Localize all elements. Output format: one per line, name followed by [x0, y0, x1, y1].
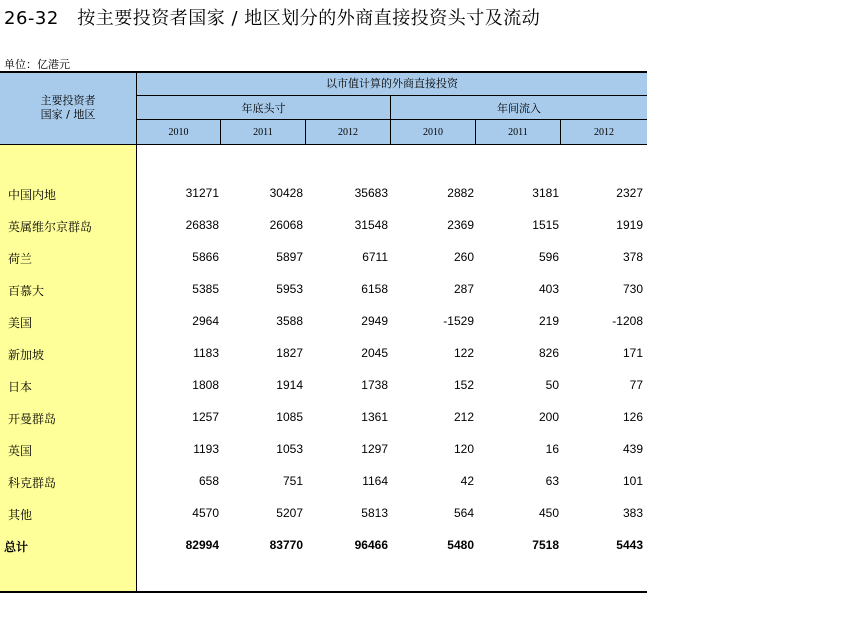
cell: 2949: [361, 314, 388, 328]
cell: 1515: [532, 218, 559, 232]
total-row: [0, 535, 647, 555]
cell: 3588: [276, 314, 303, 328]
row-header-label-2: 国家 / 地区: [40, 107, 96, 121]
cell: 16: [545, 442, 559, 456]
year-header: 2011: [221, 120, 305, 144]
cell: 171: [622, 346, 643, 360]
cell: 2045: [361, 346, 388, 360]
cell: 5207: [276, 506, 303, 520]
cell: 1808: [192, 378, 219, 392]
cell: 6711: [362, 250, 388, 264]
total-cell: 7518: [532, 538, 559, 552]
main-column-header: 以市值计算的外商直接投资: [137, 71, 647, 95]
cell: 751: [282, 474, 303, 488]
table-row: [0, 183, 647, 203]
year-header: 2012: [306, 120, 390, 144]
header-bottom-rule: [0, 144, 647, 145]
cell: 564: [453, 506, 474, 520]
cell: 63: [545, 474, 559, 488]
column-divider: [220, 120, 221, 144]
group-header-flow: 年间流入: [391, 96, 647, 119]
page-title: 26-32 按主要投资者国家 / 地区划分的外商直接投资头寸及流动: [4, 8, 541, 29]
year-header: 2011: [476, 120, 560, 144]
cell: 120: [453, 442, 474, 456]
cell: 2964: [192, 314, 219, 328]
cell: 35683: [354, 186, 388, 200]
cell: 1183: [193, 346, 219, 360]
cell: 596: [538, 250, 559, 264]
cell: 378: [622, 250, 643, 264]
cell: 1257: [192, 410, 219, 424]
cell: 5813: [361, 506, 388, 520]
cell: 1053: [276, 442, 303, 456]
fdi-table: [0, 71, 647, 593]
cell: 730: [622, 282, 643, 296]
table-row: [0, 247, 647, 267]
cell: 1914: [276, 378, 303, 392]
year-header: 2012: [561, 120, 647, 144]
cell: 2369: [447, 218, 474, 232]
cell: 4570: [192, 506, 219, 520]
table-row: [0, 215, 647, 235]
bottom-rule: [0, 591, 647, 593]
row-label: 荷兰: [8, 252, 33, 266]
cell: 5953: [276, 282, 303, 296]
header-rule: [137, 119, 647, 120]
cell: 3181: [532, 186, 559, 200]
cell: 383: [622, 506, 643, 520]
row-label: 百慕大: [8, 284, 45, 298]
row-label: 日本: [8, 380, 33, 394]
cell: 1919: [616, 218, 643, 232]
table-row: [0, 407, 647, 427]
cell: 5866: [192, 250, 219, 264]
cell: 1085: [276, 410, 303, 424]
total-cell: 5443: [616, 538, 643, 552]
row-label: 科克群岛: [8, 476, 57, 490]
cell: -1529: [443, 314, 474, 328]
cell: 30428: [269, 186, 303, 200]
cell: 26068: [269, 218, 303, 232]
column-divider: [136, 71, 137, 593]
cell: 5897: [276, 250, 303, 264]
cell: 2882: [447, 186, 474, 200]
table-row: [0, 279, 647, 299]
cell: 403: [538, 282, 559, 296]
year-header: 2010: [391, 120, 475, 144]
cell: 1361: [361, 410, 388, 424]
cell: 152: [453, 378, 474, 392]
cell: 1738: [361, 378, 388, 392]
row-label: 英属维尔京群岛: [8, 220, 93, 234]
row-label: 中国内地: [8, 188, 57, 202]
cell: 287: [453, 282, 474, 296]
cell: 101: [622, 474, 643, 488]
cell: 1827: [276, 346, 303, 360]
row-header-cell: [0, 71, 136, 144]
table-row: [0, 311, 647, 331]
row-label: 开曼群岛: [8, 412, 57, 426]
row-label: 新加坡: [8, 348, 45, 362]
column-divider: [475, 120, 476, 144]
cell: 31271: [185, 186, 219, 200]
cell: 200: [538, 410, 559, 424]
cell: 1193: [193, 442, 219, 456]
cell: 2327: [616, 186, 643, 200]
label-column-background: [0, 145, 136, 592]
top-rule: [0, 71, 647, 73]
cell: 1164: [362, 474, 388, 488]
total-label: 总计: [4, 540, 29, 554]
cell: -1208: [612, 314, 643, 328]
row-label: 其他: [8, 508, 33, 522]
cell: 260: [453, 250, 474, 264]
row-label: 英国: [8, 444, 33, 458]
cell: 450: [538, 506, 559, 520]
cell: 219: [538, 314, 559, 328]
cell: 122: [453, 346, 474, 360]
total-cell: 82994: [185, 538, 219, 552]
total-cell: 83770: [269, 538, 303, 552]
cell: 31548: [354, 218, 388, 232]
total-cell: 96466: [354, 538, 388, 552]
column-divider: [390, 96, 391, 144]
table-row: [0, 503, 647, 523]
row-header-label-1: 主要投资者: [40, 93, 96, 107]
cell: 5385: [192, 282, 219, 296]
cell: 77: [629, 378, 643, 392]
group-header-position: 年底头寸: [137, 96, 390, 119]
row-label: 美国: [8, 316, 33, 330]
total-cell: 5480: [447, 538, 474, 552]
cell: 26838: [185, 218, 219, 232]
cell: 50: [545, 378, 559, 392]
cell: 6158: [361, 282, 388, 296]
header-rule: [137, 95, 647, 96]
cell: 439: [622, 442, 643, 456]
column-divider: [305, 120, 306, 144]
unit-label: 单位：亿港元: [4, 58, 70, 71]
cell: 42: [460, 474, 474, 488]
cell: 658: [198, 474, 219, 488]
cell: 212: [453, 410, 474, 424]
table-row: [0, 439, 647, 459]
cell: 826: [538, 346, 559, 360]
year-header: 2010: [137, 120, 220, 144]
cell: 126: [622, 410, 643, 424]
cell: 1297: [361, 442, 388, 456]
table-row: [0, 471, 647, 491]
column-divider: [560, 120, 561, 144]
table-row: [0, 375, 647, 395]
table-row: [0, 343, 647, 363]
